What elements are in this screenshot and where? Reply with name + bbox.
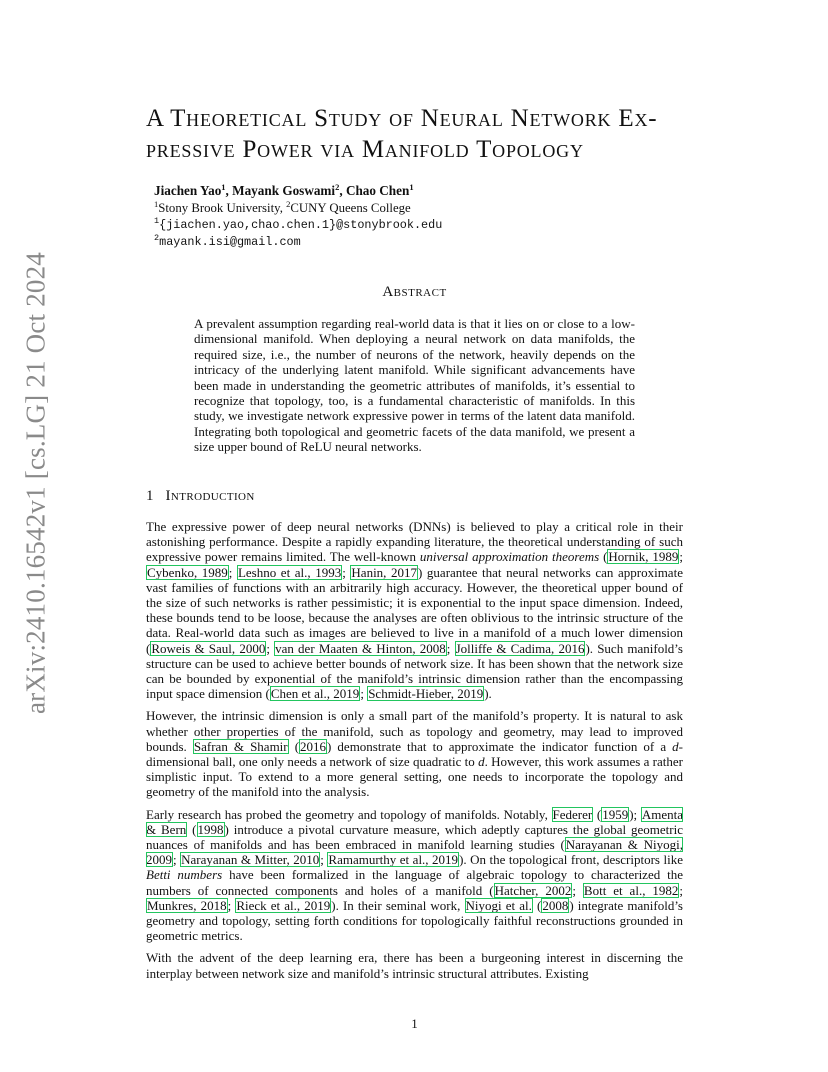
citation-link[interactable]: Schmidt-Hieber, 2019 [368,686,484,702]
citation-link[interactable]: Amenta & Bern [146,806,683,837]
affiliations: $^1$Stony Brook University, $^2$CUNY Queens College [154,199,411,215]
paragraph-1: The expressive power of deep neural networks (DNNs) is believed to play a critical role in their astonishing performance. Despite a rapidly expanding literature, the theoretical understanding of such expressive power remains limited. The well-known universal approximation theorems (Hornik, 1989; Cybenko, 1989; Leshno et al., 1993; Hanin, 2017) guarantee that neural networks can approximate vast families of functions with an arbitrarily high accuracy. However, the theoretical upper bound of the size of such networks is rather pessimistic; it is exponential to the input space dimension. Indeed, these bounds tend to be loose, because the analyses are often oblivious to the intrinsic structure of the data. Real-world data such as images are believed to live in a manifold of a much lower dimension (Roweis & Saul, 2000; van der Maaten & Hinton, 2008; Jolliffe & Cadima, 2016). Such manifold’s structure can be used to achieve better bounds of network size. It has been shown that the network size can be bounded by exponential of the manifold’s intrinsic dimension rather than the encompassing input space dimension (Chen et al., 2019; Schmidt-Hieber, 2019). [146,519,683,702]
paragraph-4: With the advent of the deep learning era, there has been a burgeoning interest in discerning the interplay between network size and manifold’s intrinsic structural attributes. Existing [146,950,683,981]
author-block [154,182,442,251]
citation-link[interactable]: Ramamurthy et al., 2019 [328,852,459,868]
citation-link[interactable]: Leshno et al., 1993 [237,564,342,580]
citation-link[interactable]: Hanin, 2017 [351,564,418,580]
abstract-heading: Abstract [382,284,447,300]
affiliation-marker: 2 [335,182,340,192]
section-number: 1 [146,488,154,504]
citation-link[interactable]: Safran & Shamir [193,738,288,754]
author-names: Jiachen Yao$^1$, Mayank Goswami$^2$, Chao Chen$^1$ [154,182,414,198]
citation-link[interactable]: Hatcher, 2002 [494,882,572,898]
citation-link[interactable]: Federer [552,806,593,822]
author-name: Mayank Goswami [232,183,336,198]
title-line-1: A Theoretical Study of Neural Network Ex- [146,105,658,132]
email-line-2: $^2$mayank.isi@gmail.com [154,233,301,249]
citation-link[interactable]: Bott et al., 1982 [583,882,679,898]
paragraph-3: Early research has probed the geometry and topology of manifolds. Notably, Federer (1959); Amenta & Bern (1998) introduce a pivotal curvature measure, which adeptly captures the global geometric nuances of manifolds and has been embraced in manifold learning studies (Narayanan & Niyogi, 2009; Narayanan & Mitter, 2010; Ramamurthy et al., 2019). On the topological front, descriptors like Betti numbers have been formalized in the language of algebraic topology to characterized the numbers of connected components and holes of a manifold (Hatcher, 2002; Bott et al., 1982; Munkres, 2018; Rieck et al., 2019). In their seminal work, Niyogi et al. (2008) integrate manifold’s geometry and topology, setting forth conditions for topologically faithful reconstructions grounded in geometric metrics. [146,806,683,944]
citation-link[interactable]: Narayanan & Mitter, 2010 [181,852,320,868]
body-text [146,519,683,988]
affiliation-marker: 1 [409,182,414,192]
email-line-1: $^1${jiachen.yao,chao.chen.1}@stonybrook.edu [154,216,443,232]
citation-link[interactable]: van der Maaten & Hinton, 2008 [275,640,446,656]
section-heading [146,488,255,505]
citation-link[interactable]: 1998 [197,821,224,837]
citation-link[interactable]: 2008 [542,897,569,913]
citation-link[interactable]: 1959 [602,806,629,822]
author-name: Chao Chen [345,183,410,198]
citation-link[interactable]: Chen et al., 2019 [270,686,360,702]
affiliation-marker: 1 [221,182,226,192]
paragraph-2: However, the intrinsic dimension is only a small part of the manifold’s property. It is natural to ask whether other properties of the manifold, such as topology and geometry, may lead to improved bounds. Safran & Shamir (2016) demonstrate that to approximate the indicator function of a d-dimensional ball, one only needs a network of size quadratic to d. However, this work assumes a rather simplistic input. To extend to a more general setting, one needs to incorporate the topology and geometry of the manifold into the analysis. [146,708,684,800]
citation-link[interactable]: Hornik, 1989 [608,549,679,565]
citation-link[interactable]: Rieck et al., 2019 [236,897,331,913]
citation-link[interactable]: Roweis & Saul, 2000 [151,640,266,656]
citation-link[interactable]: Niyogi et al. [465,897,532,913]
abstract-text: A prevalent assumption regarding real-world data is that it lies on or close to a low-dimensional manifold. When deploying a neural network on data manifolds, the required size, i.e., the number of neurons of the network, heavily depends on the intricacy of the underlying latent manifold. While significant advancements have been made in understanding the geometric attributes of manifolds, it’s essential to recognize that topology, too, is a fundamental characteristic of manifolds. In this study, we investigate network expressive power in terms of the latent data manifold. Integrating both topological and geometric facets of the data manifold, we present a size upper bound of ReLU neural networks. [194,316,635,455]
paper-title [146,103,683,165]
section-title: Introduction [165,488,255,504]
arxiv-sidebar-stamp [16,251,56,714]
arxiv-identifier: arXiv:2410.16542v1 [cs.LG] 21 Oct 2024 [20,251,51,714]
page-number: 1 [411,1016,418,1031]
title-line-2: pressive Power via Manifold Topology [146,136,584,163]
citation-link[interactable]: Munkres, 2018 [147,897,227,913]
citation-link[interactable]: 2016 [300,738,327,754]
author-name: Jiachen Yao [154,183,222,198]
citation-link[interactable]: Narayanan & Niyogi, 2009 [146,837,683,868]
citation-link[interactable]: Jolliffe & Cadima, 2016 [455,640,585,656]
citation-link[interactable]: Cybenko, 1989 [147,564,228,580]
